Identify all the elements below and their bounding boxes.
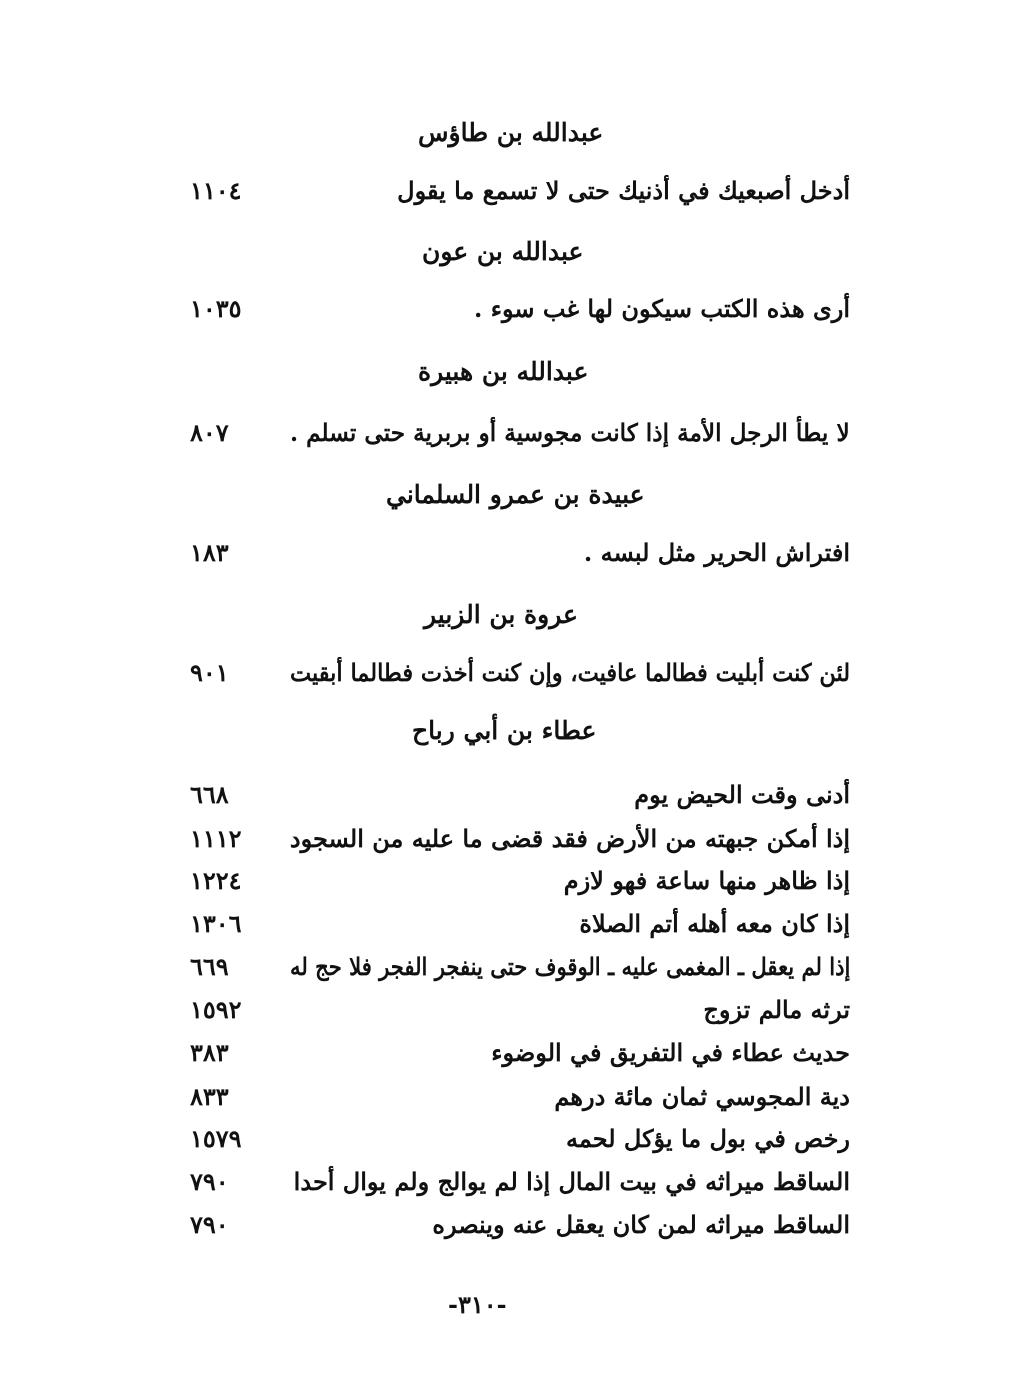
index-entry [190,909,850,949]
entry-reference-number: ٧٩٠ [190,1210,229,1239]
index-entry [190,824,850,864]
index-entry [190,1038,850,1078]
index-entry [190,1210,850,1250]
index-entry [190,658,850,698]
entry-text: دية المجوسي ثمان مائة درهم [554,1082,850,1111]
entry-reference-number: ١٣٠٦ [190,909,242,938]
entry-reference-number: ١١١٢ [190,824,242,853]
index-entry [190,780,850,820]
entry-text: الساقط ميراثه في بيت المال إذا لم يوالج ولم يوال أحدا [293,1167,850,1196]
entry-reference-number: ٦٦٩ [190,952,229,981]
entry-text: إذا أمكن جبهته من الأرض فقد قضى ما عليه من السجود [289,824,850,853]
index-entry [190,418,850,458]
index-entry [190,538,850,578]
section-heading: عبدالله بن عون [422,237,584,266]
index-entry [190,1167,850,1207]
index-entry [190,1082,850,1122]
entry-reference-number: ١٥٩٢ [190,995,242,1024]
entry-reference-number: ٣٨٣ [190,1038,229,1067]
index-entry [190,294,850,334]
entry-reference-number: ١١٠٤ [190,176,242,205]
entry-reference-number: ٩٠١ [190,658,229,687]
entry-reference-number: ٧٩٠ [190,1167,229,1196]
entry-reference-number: ١٨٣ [190,538,229,567]
entry-reference-number: ١٥٧٩ [190,1124,242,1153]
index-entry [190,176,850,216]
index-entry [190,1124,850,1164]
entry-reference-number: ١٠٣٥ [190,294,242,323]
entry-text: لا يطأ الرجل الأمة إذا كانت مجوسية أو بربرية حتى تسلم . [290,418,850,447]
entry-text: أدخل أصبعيك في أذنيك حتى لا تسمع ما يقول [397,176,850,205]
entry-text: إذا لم يعقل ـ المغمى عليه ـ الوقوف حتى ينفجر الفجر فلا حج له [289,952,850,981]
entry-reference-number: ٦٦٨ [190,780,229,809]
entry-text: أدنى وقت الحيض يوم [634,780,850,809]
entry-text: افتراش الحرير مثل لبسه . [583,538,850,567]
section-heading: عبدالله بن هبيرة [418,357,589,386]
entry-reference-number: ١٢٢٤ [190,866,242,895]
entry-reference-number: ٨٠٧ [190,418,229,447]
entry-reference-number: ٨٣٣ [190,1082,229,1111]
index-entry [190,866,850,906]
section-heading: عبيدة بن عمرو السلماني [386,480,645,509]
entry-text: أرى هذه الكتب سيكون لها غب سوء . [474,294,850,323]
entry-text: الساقط ميراثه لمن كان يعقل عنه وينصره [432,1210,850,1239]
section-heading: عروة بن الزبير [424,600,578,629]
section-heading: عطاء بن أبي رباح [412,716,597,745]
entry-text: إذا ظاهر منها ساعة فهو لازم [563,866,850,895]
index-entry [190,995,850,1035]
entry-text: لئن كنت أبليت فطالما عافيت، وإن كنت أخذت فطالما أبقيت [289,658,850,687]
entry-text: إذا كان معه أهله أتم الصلاة [579,909,850,938]
entry-text: حديث عطاء في التفريق في الوضوء [491,1038,850,1067]
index-entry [190,952,850,992]
entry-text: ترثه مالم تزوج [703,995,850,1024]
section-heading: عبدالله بن طاؤس [418,118,604,147]
page-number: -٣١٠- [448,1290,507,1319]
entry-text: رخص في بول ما يؤكل لحمه [566,1124,850,1153]
